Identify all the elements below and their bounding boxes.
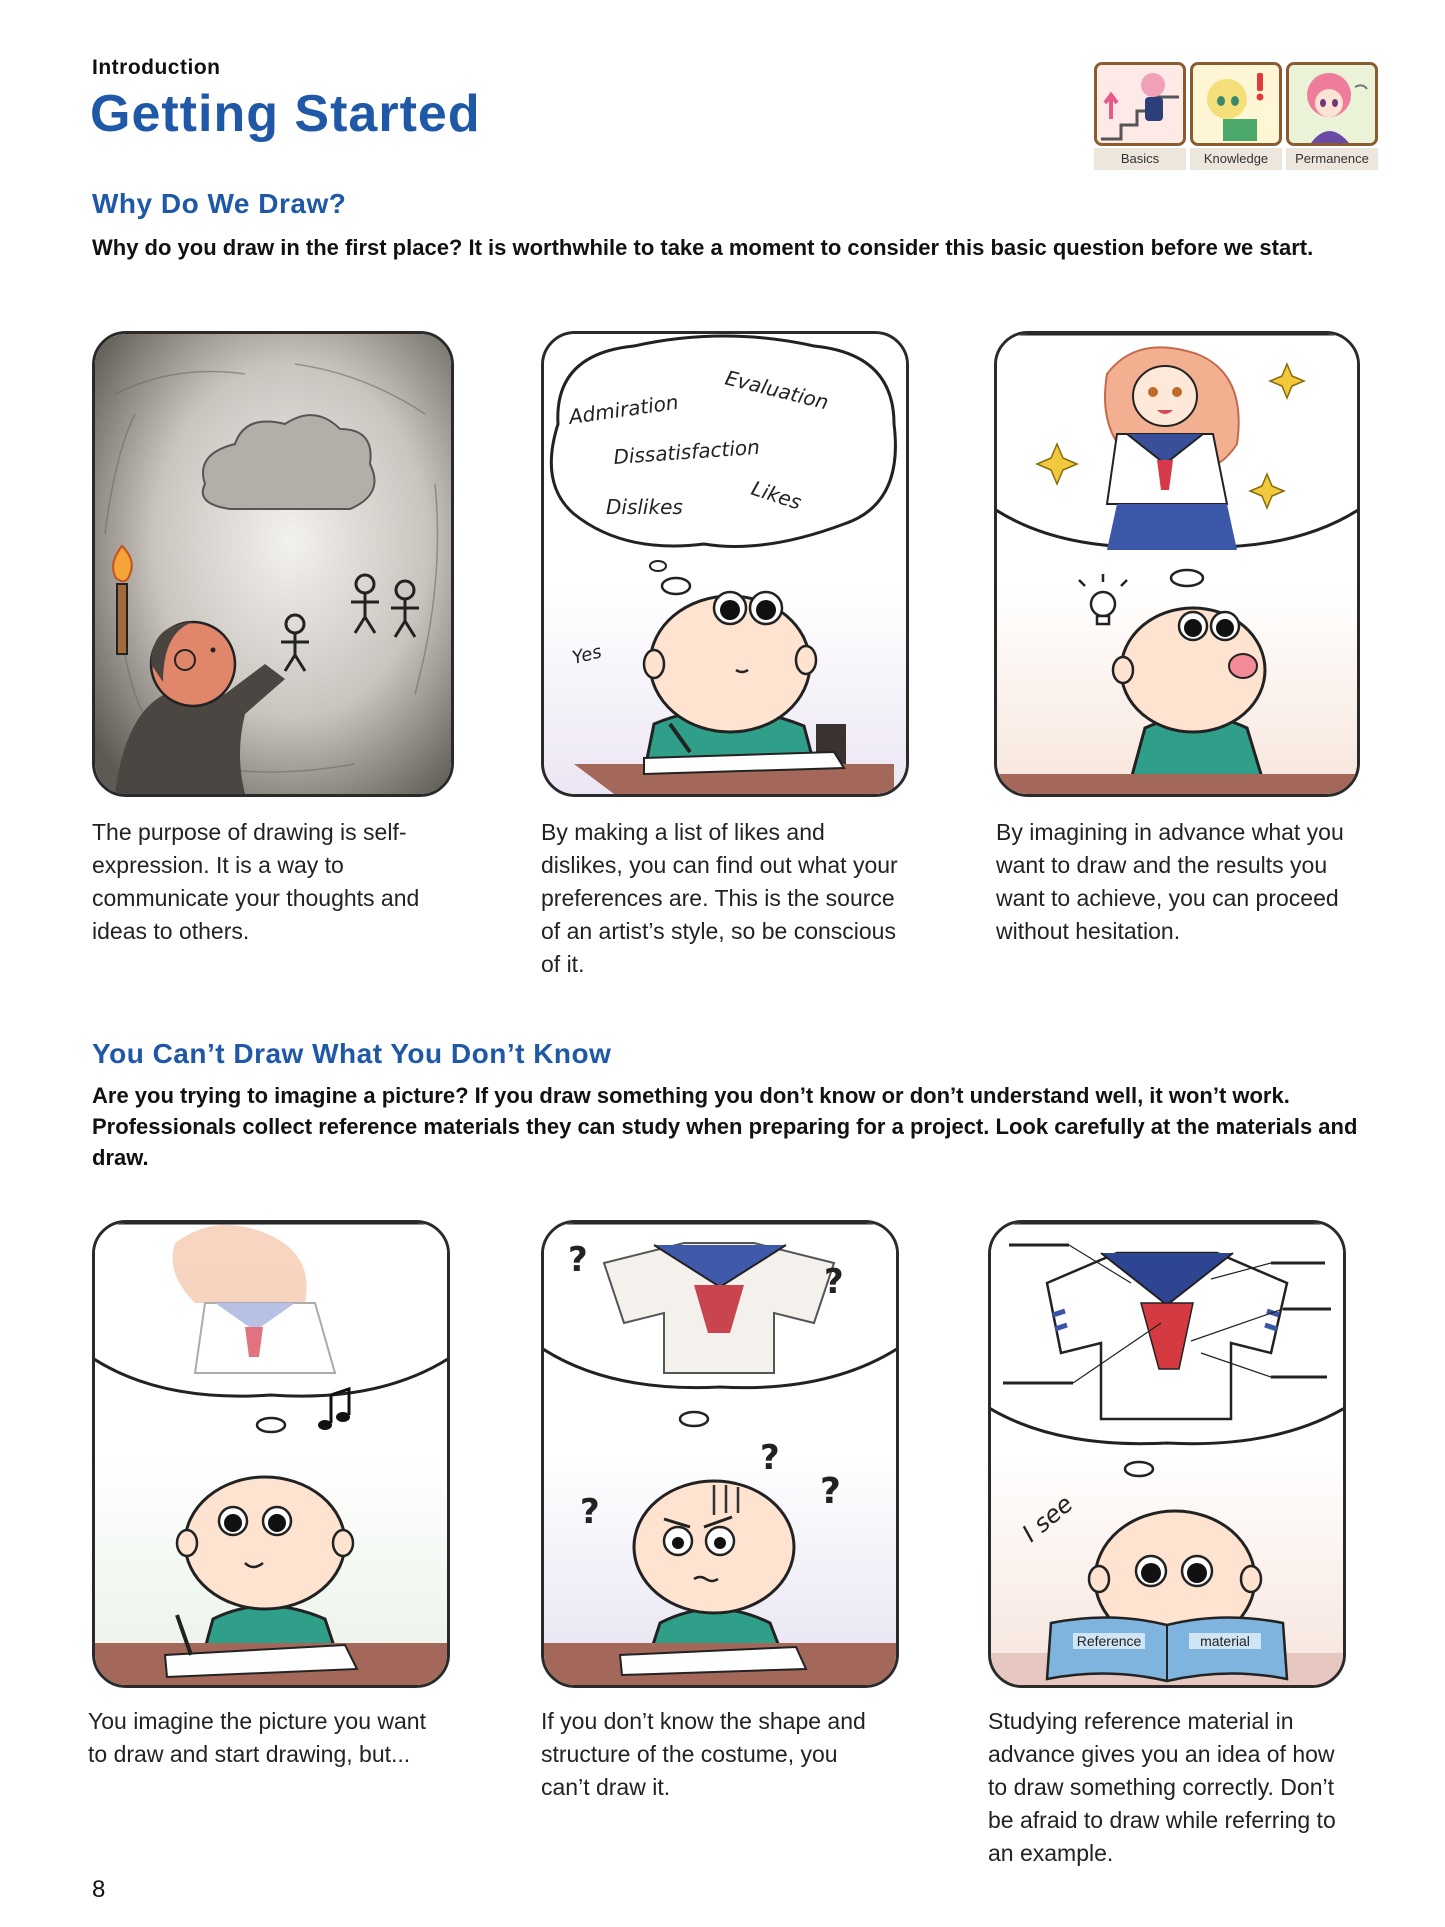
svg-text:?: ? bbox=[568, 1240, 588, 1280]
word-dislikes: Dislikes bbox=[606, 495, 683, 519]
section-lead: Are you trying to imagine a picture? If you draw something you don’t know or don’t understand well, it won’t work. Professionals collect reference materials they can study when preparing for a project. Look carefully at the materials and draw. bbox=[92, 1083, 1358, 1170]
caption-likes-dislikes: By making a list of likes and dislikes, you can find out what your preferences are. This is the source of an artist’s style, so be conscious of it. bbox=[541, 819, 898, 977]
word-evaluation: Evaluation bbox=[722, 365, 831, 415]
panel-cave-drawing bbox=[92, 331, 454, 797]
thinking-boy-illustration bbox=[544, 334, 906, 794]
idea-icon bbox=[1190, 62, 1282, 146]
book-label-left: Reference bbox=[1073, 1633, 1145, 1649]
section-heading-cant-draw: You Can’t Draw What You Don’t Know bbox=[92, 1038, 612, 1069]
word-likes: Likes bbox=[748, 475, 805, 515]
page-number: 8 bbox=[92, 1876, 106, 1903]
svg-text:?: ? bbox=[824, 1262, 844, 1302]
panel-reference bbox=[988, 1220, 1346, 1688]
svg-text:?: ? bbox=[820, 1471, 841, 1512]
book-label-right: material bbox=[1189, 1633, 1261, 1649]
badge-label: Permanence bbox=[1286, 148, 1378, 170]
section-heading-why-draw: Why Do We Draw? bbox=[92, 188, 347, 219]
svg-text:?: ? bbox=[580, 1492, 600, 1532]
caption-imagine-advance: By imagining in advance what you want to draw and the results you want to achieve, you can proceed without hesitation. bbox=[996, 819, 1344, 944]
section-lead: Why do you draw in the first place? It is worthwhile to take a moment to consider this basic question before we start. bbox=[92, 235, 1314, 260]
word-dissatisfaction: Dissatisfaction bbox=[612, 434, 761, 469]
badge-label: Knowledge bbox=[1190, 148, 1282, 170]
caption-dont-know-shape: If you don’t know the shape and structure of the costume, you can’t draw it. bbox=[541, 1708, 866, 1800]
panel-imagine-start bbox=[92, 1220, 450, 1688]
i-see-label: I see bbox=[1016, 1489, 1079, 1548]
section-eyebrow: Introduction bbox=[92, 56, 221, 79]
reading-boy-illustration bbox=[991, 1223, 1343, 1685]
cave-illustration bbox=[95, 334, 451, 794]
badge-label: Basics bbox=[1094, 148, 1186, 170]
page-title: Getting Started bbox=[90, 85, 481, 143]
panel-likes-dislikes bbox=[541, 331, 909, 797]
badge-knowledge bbox=[1190, 62, 1282, 170]
panel-imagine-result bbox=[994, 331, 1360, 797]
caption-self-expression: The purpose of drawing is self-expression. It is a way to communicate your thoughts and ideas to others. bbox=[92, 819, 420, 944]
imagining-boy-illustration bbox=[997, 334, 1357, 794]
word-admiration: Admiration bbox=[567, 389, 680, 429]
word-yes: Yes bbox=[570, 641, 604, 669]
badge-basics bbox=[1094, 62, 1186, 170]
confused-boy-illustration bbox=[544, 1223, 896, 1685]
badge-permanence bbox=[1286, 62, 1378, 170]
caption-study-reference: Studying reference material in advance gives you an idea of how to draw something correctly. Don’t be afraid to draw while referring to an example. bbox=[988, 1708, 1336, 1866]
drawing-boy-illustration bbox=[95, 1223, 447, 1685]
sigh-icon bbox=[1286, 62, 1378, 146]
caption-imagine-start: You imagine the picture you want to draw and start drawing, but... bbox=[88, 1708, 426, 1767]
panel-confused bbox=[541, 1220, 899, 1688]
svg-text:?: ? bbox=[760, 1438, 780, 1478]
stairs-icon bbox=[1094, 62, 1186, 146]
